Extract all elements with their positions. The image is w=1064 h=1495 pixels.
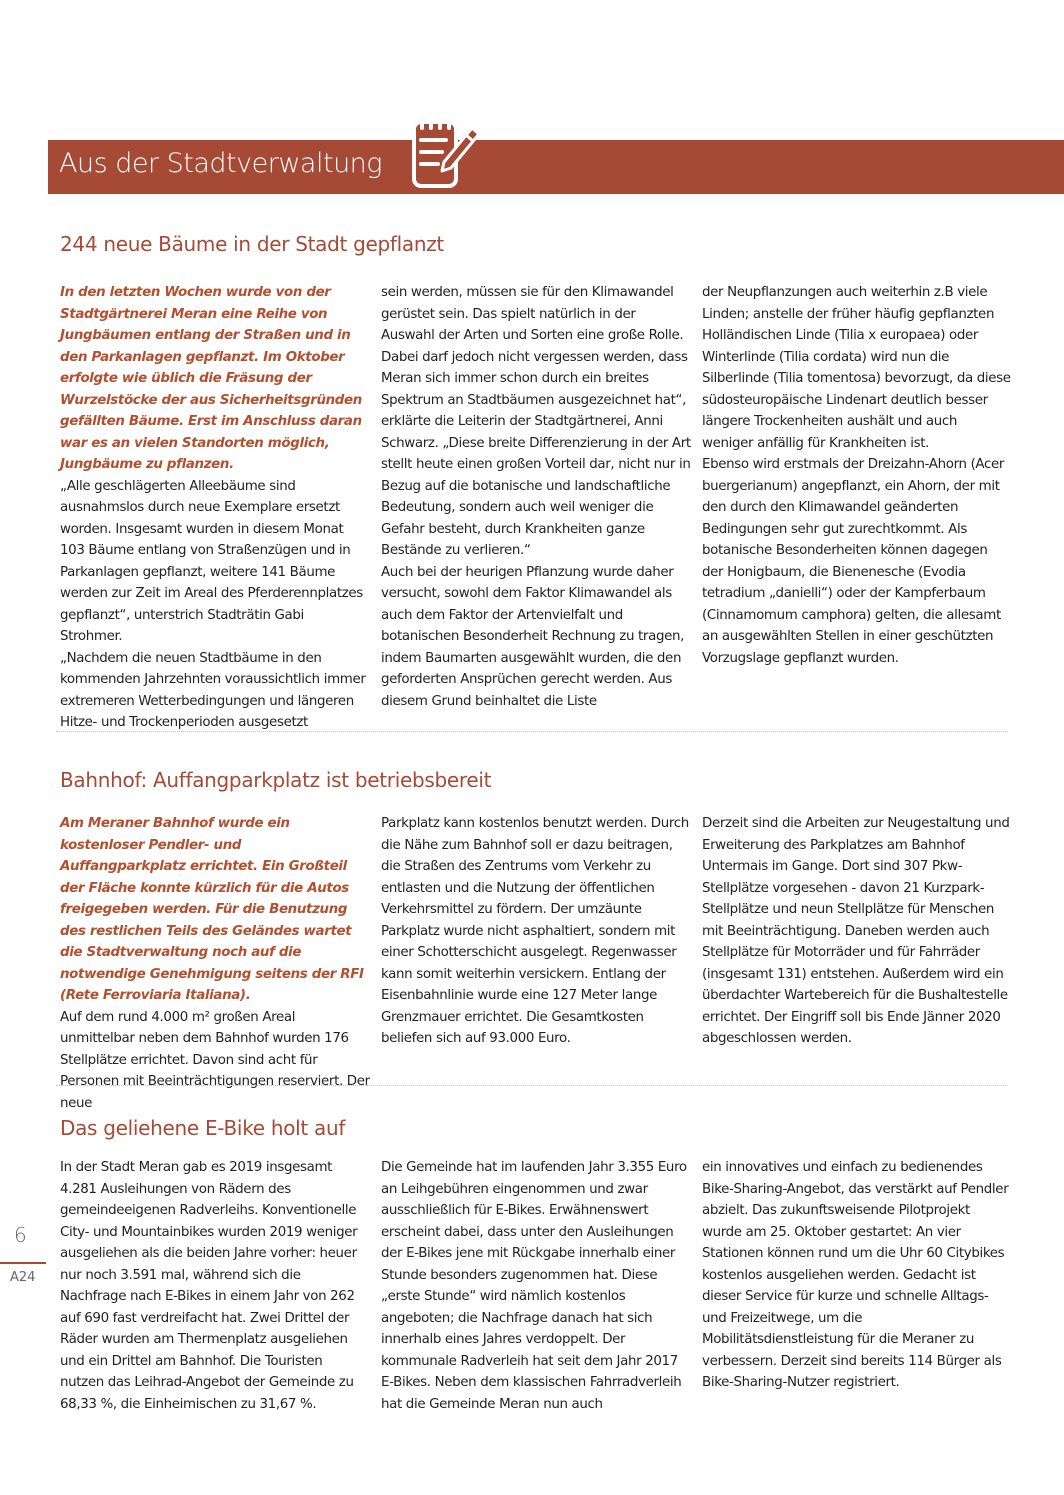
page-number-rule — [0, 1262, 46, 1264]
body-paragraph: ein innovatives und einfach zu bedienendes Bike-Sharing-Angebot, das verstärkt auf Pendler abzielt. Das zukunftsweisende Pilotprojekt wurde am 25. Oktober gestartet: An vier Stationen können rund um die Uhr 60 Citybikes kostenlos ausgeliehen werden. Gedacht ist dieser Service für kurze und schnelle Alltags- und Freizeitwege, um die Mobilitätsdienstleistung für die Meraner zu verbessern. Derzeit sind bereits 114 Bürger als Bike-Sharing-Nutzer registriert. — [702, 1160, 1009, 1390]
section-banner — [48, 140, 1064, 194]
section-divider — [56, 731, 1008, 732]
body-paragraph: Parkplatz kann kostenlos benutzt werden. Durch die Nähe zum Bahnhof soll er dazu beitragen, die Straßen des Zentrums vom Verkehr zu entlasten und die Nutzung der öffentlichen Verkehrsmittel zu fördern. Der umzäunte Parkplatz wurde nicht asphaltiert, sondern mit einer Schotterschicht ausgelegt. Regenwasser kann somit weiterhin versickern. Entlang der Eisenbahnlinie wurde eine 127 Meter lange Grenzmauer errichtet. Die Gesamtkosten beliefen sich auf 93.000 Euro. — [381, 816, 689, 1046]
page-number: 6 — [14, 1223, 27, 1247]
article-column — [702, 813, 1012, 1050]
article-column — [381, 813, 691, 1050]
article-column — [381, 1157, 691, 1415]
article-column — [60, 1157, 370, 1415]
body-paragraph: Ebenso wird erstmals der Dreizahn-Ahorn (Acer buergerianum) angepflanzt, ein Ahorn, der mit den durch den Klimawandel geänderten Bedingungen sehr gut zurechtkommt. Als botanische Besonderheiten können dagegen der Honigbaum, die Bienenesche (Evodia tetradium „danielli“) oder der Kampferbaum (Cinnamomum camphora) gelten, die allesamt an ausgewählten Stellen in einer geschützten Vorzugslage gepflanzt wurden. — [702, 457, 1005, 666]
article-title: Bahnhof: Auffangparkplatz ist betriebsbereit — [60, 768, 492, 792]
body-paragraph: Auf dem rund 4.000 m² großen Areal unmittelbar neben dem Bahnhof wurden 176 Stellplätze errichtet. Davon sind acht für Personen mit Beeinträchtigungen reserviert. Der neue — [60, 1009, 370, 1111]
lead-paragraph: In den letzten Wochen wurde von der Stadtgärtnerei Meran eine Reihe von Jungbäumen entlang der Straßen und in den Parkanlagen gepflanzt. Im Oktober erfolgte wie üblich die Fräsung der Wurzelstöcke der aus Sicherheitsgründen gefällten Bäume. Erst im Anschluss daran war es an vielen Standorten möglich, Jungbäume zu pflanzen. — [60, 285, 362, 472]
body-paragraph: In der Stadt Meran gab es 2019 insgesamt 4.281 Ausleihungen von Rädern des gemeindeeigenen Radverleihs. Konventionelle City- und Mountainbikes wurden 2019 weniger ausgeliehen als die beiden Jahre vorher: heuer nur noch 3.591 mal, während sich die Nachfrage nach E-Bikes in einem Jahr von 262 auf 690 fast verdreifacht hat. Zwei Drittel der Räder wurden am Thermenplatz ausgeliehen und ein Drittel am Bahnhof. Die Touristen nutzen das Leihrad-Angebot der Gemeinde zu 68,33 %, die Einheimischen zu 31,67 %. — [60, 1160, 358, 1412]
body-paragraph: der Neupflanzungen auch weiterhin z.B viele Linden; anstelle der früher häufig gepflanzten Holländischen Linde (Tilia x europaea) oder Winterlinde (Tilia cordata) wird nun die Silberlinde (Tilia tomentosa) bevorzugt, da diese südosteuropäische Lindenart deutlich besser längere Trockenheiten aushält und auch weniger anfällig für Krankheiten ist. — [702, 285, 1011, 451]
article-title: Das geliehene E-Bike holt auf — [60, 1116, 346, 1140]
article-column — [381, 282, 691, 712]
body-paragraph: „Alle geschlägerten Alleebäume sind ausnahmslos durch neue Exemplare ersetzt worden. Insgesamt wurden in diesem Monat 103 Bäume entlang von Straßenzügen und in Parkanlagen gepflanzt, weitere 141 Bäume werden zur Zeit im Areal des Pferderennplatzes gepflanzt“, unterstrich Stadträtin Gabi Strohmer. — [60, 478, 363, 644]
page-code: A24 — [10, 1270, 36, 1285]
banner-title: Aus der Stadtverwaltung — [59, 148, 382, 179]
article-title: 244 neue Bäume in der Stadt gepflanzt — [60, 232, 444, 256]
body-paragraph: Derzeit sind die Arbeiten zur Neugestaltung und Erweiterung des Parkplatzes am Bahnhof Untermais im Gange. Dort sind 307 Pkw-Stellplätze vorgesehen - davon 21 Kurzpark-Stellplätze und neun Stellplätze für Menschen mit Beeinträchtigung. Daneben werden auch Stellplätze für Motorräder und für Fahrräder (insgesamt 131) entstehen. Außerdem wird ein überdachter Wartebereich für die Bushaltestelle errichtet. Der Eingriff soll bis Ende Jänner 2020 abgeschlossen werden. — [702, 816, 1010, 1046]
article-column — [60, 813, 370, 1114]
section-divider — [56, 1085, 1008, 1086]
body-paragraph: Die Gemeinde hat im laufenden Jahr 3.355 Euro an Leihgebühren eingenommen und zwar ausschließlich für E-Bikes. Erwähnenswert erscheint dabei, dass unter den Ausleihungen der E-Bikes jene mit Rückgabe innerhalb einer Stunde besonders zugenommen hat. Diese „erste Stunde“ wird nämlich kostenlos angeboten; die Nachfrage danach hat sich innerhalb eines Jahres verdoppelt. Der kommunale Radverleih hat seit dem Jahr 2017 E-Bikes. Neben dem klassischen Fahrradverleih hat die Gemeinde Meran nun auch — [381, 1160, 687, 1412]
article-column — [60, 282, 370, 734]
body-paragraph: „Nachdem die neuen Stadtbäume in den kommenden Jahrzehnten voraussichtlich immer extremeren Wetterbedingungen und längeren Hitze- und Trockenperioden ausgesetzt — [60, 650, 366, 730]
article-column — [702, 282, 1012, 669]
body-paragraph: Auch bei der heurigen Pflanzung wurde daher versucht, sowohl dem Faktor Klimawandel als auch dem Faktor der Artenvielfalt und botanischen Besonderheit Rechnung zu tragen, indem Baumarten ausgewählt wurden, die den geforderten Ansprüchen gerecht werden. Aus diesem Grund beinhaltet die Liste — [381, 564, 685, 709]
body-paragraph: sein werden, müssen sie für den Klimawandel gerüstet sein. Das spielt natürlich in der Auswahl der Arten und Sorten eine große Rolle. Dabei darf jedoch nicht vergessen werden, dass Meran sich immer schon durch ein breites Spektrum an Stadtbäumen ausgezeichnet hat“, erklärte die Leiterin der Stadtgärtnerei, Anni Schwarz. „Diese breite Differenzierung in der Art stellt heute einen großen Vorteil dar, nicht nur in Bezug auf die botanische und landschaftliche Bedeutung, sondern auch weil weniger die Gefahr besteht, durch Krankheiten ganze Bestände zu verlieren.“ — [381, 285, 691, 558]
notepad-pencil-icon — [408, 110, 482, 190]
article-column — [702, 1157, 1012, 1394]
lead-paragraph: Am Meraner Bahnhof wurde ein kostenloser Pendler- und Auffangparkplatz errichtet. Ein Großteil der Fläche konnte kürzlich für die Autos freigegeben werden. Für die Benutzung des restlichen Teils des Geländes wartet die Stadtverwaltung noch auf die notwendige Genehmigung seitens der RFI (Rete Ferroviaria Italiana). — [60, 816, 364, 1003]
